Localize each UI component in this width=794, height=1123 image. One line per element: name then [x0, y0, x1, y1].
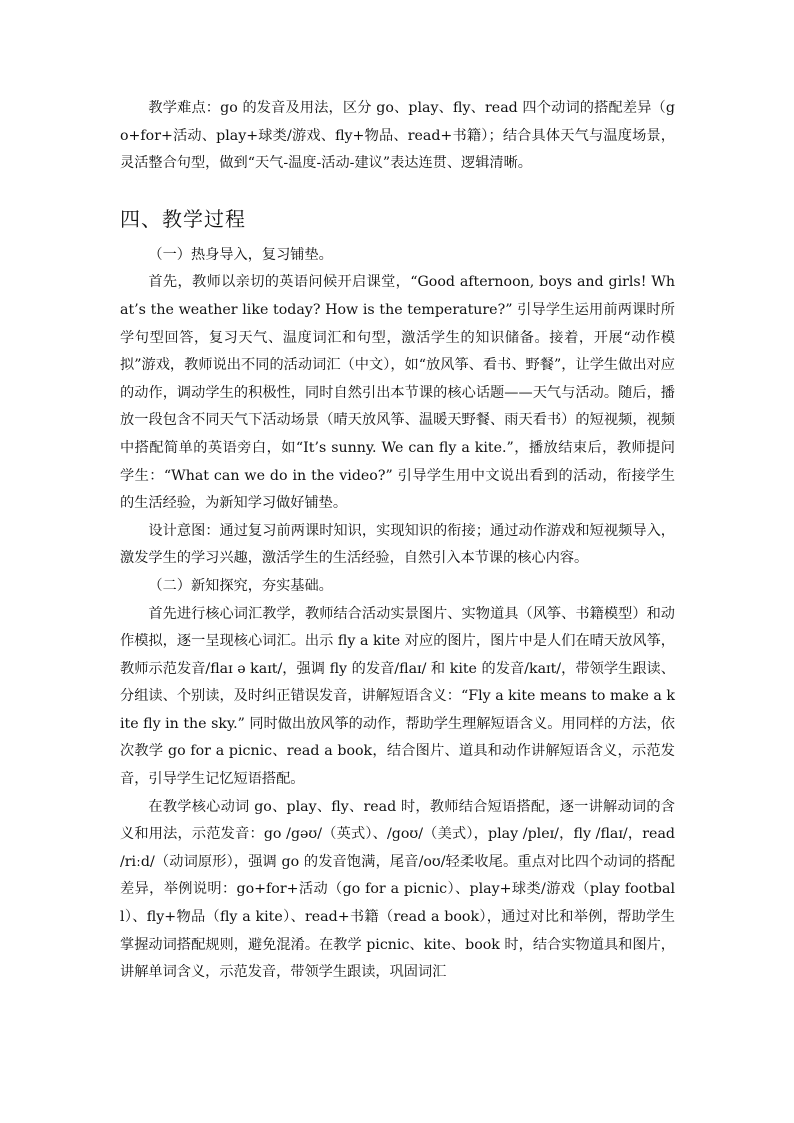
- warmup-paragraph: 首先，教师以亲切的英语问候开启课堂，“Good afternoon, boys and girls! What’s the weather like today? How is the temperature?” 引导学生运用前两课时所学句型回答，复习天气、温度词汇和句型，激活学生的知识储备。接着，开展“动作模拟”游戏，教师说出不同的活动词汇（中文），如“放风筝、看书、野餐”，让学生做出对应的动作，调动学生的积极性，同时自然引出本节课的核心话题——天气与活动。随后，播放一段包含不同天气下活动场景（晴天放风筝、温暖天野餐、雨天看书）的短视频，视频中搭配简单的英语旁白，如“It’s sunny. We can fly a kite.”，播放结束后，教师提问学生：“What can we do in the video?” 引导学生用中文说出看到的活动，衔接学生的生活经验，为新知学习做好铺垫。: [120, 274, 675, 512]
- new-knowledge-subheading: （二）新知探究，夯实基础。: [148, 577, 333, 594]
- warmup-design-intent: 设计意图：通过复习前两课时知识，实现知识的衔接；通过动作游戏和短视频导入，激发学生的学习兴趣，激活学生的生活经验，自然引入本节课的核心内容。: [120, 522, 675, 567]
- section-heading-teaching-process: 四、教学过程: [120, 206, 246, 231]
- document-page: [120, 95, 675, 987]
- new-knowledge-paragraph-1: 首先进行核心词汇教学，教师结合活动实景图片、实物道具（风筝、书籍模型）和动作模拟，逐一呈现核心词汇。出示 fly a kite 对应的图片，图片中是人们在晴天放风筝，教师示范发音/flaɪ ə kaɪt/，强调 fly 的发音/flaɪ/ 和 kite 的发音/kaɪt/，带领学生跟读、分组读、个别读，及时纠正错误发音，讲解短语含义：“Fly a kite means to make a kite fly in the sky.” 同时做出放风筝的动作，帮助学生理解短语含义。用同样的方法，依次教学 go for a picnic、read a book，结合图片、道具和动作讲解短语含义，示范发音，引导学生记忆短语搭配。: [120, 605, 675, 788]
- teaching-difficulty-paragraph: 教学难点：go 的发音及用法，区分 go、play、fly、read 四个动词的搭配差异（go+for+活动、play+球类/游戏、fly+物品、read+书籍）；结合具体天气与温度场景，灵活整合句型，做到“天气-温度-活动-建议”表达连贯、逻辑清晰。: [120, 100, 675, 172]
- new-knowledge-paragraph-2: 在教学核心动词 go、play、fly、read 时，教师结合短语搭配，逐一讲解动词的含义和用法，示范发音：go /gəʊ/（英式）、/goʊ/（美式），play /pleɪ/，fly /flaɪ/，read /riːd/（动词原形），强调 go 的发音饱满，尾音/oʊ/轻柔收尾。重点对比四个动词的搭配差异，举例说明：go+for+活动（go for a picnic）、play+球类/游戏（play football）、fly+物品（fly a kite）、read+书籍（read a book），通过对比和举例，帮助学生掌握动词搭配规则，避免混淆。在教学 picnic、kite、book 时，结合实物道具和图片，讲解单词含义，示范发音，带领学生跟读，巩固词汇: [120, 798, 675, 981]
- warmup-subheading: （一）热身导入，复习铺垫。: [148, 246, 333, 263]
